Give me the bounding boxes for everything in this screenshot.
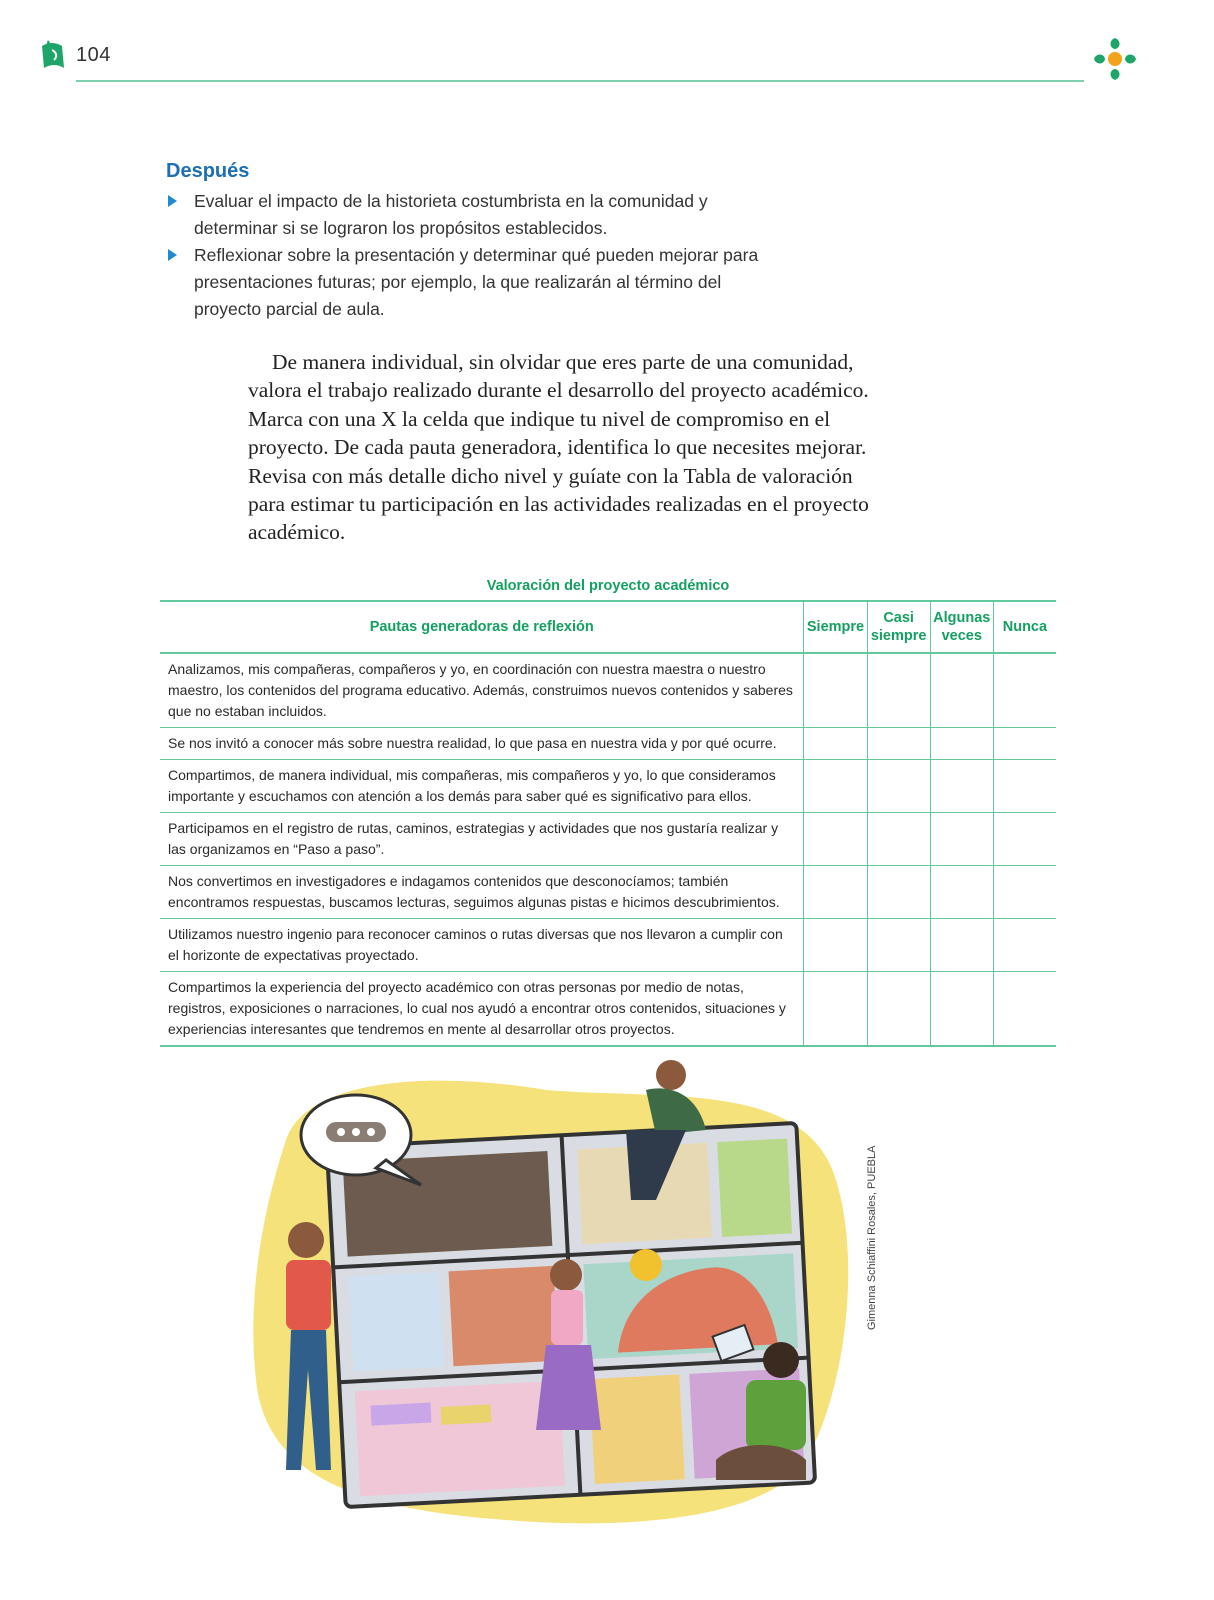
siempre-cell[interactable] [804,972,867,1047]
casi-siempre-cell[interactable] [867,919,930,972]
siempre-cell[interactable] [804,653,867,728]
nunca-cell[interactable] [993,919,1056,972]
algunas-veces-cell[interactable] [930,972,993,1047]
casi-siempre-cell[interactable] [867,972,930,1047]
nunca-cell[interactable] [993,760,1056,813]
pauta-cell: Analizamos, mis compañeras, compañeros y yo, en coordinación con nuestra maestra o nuestro maestro, los contenidos del programa educativo. Además, construimos nuevos contenidos y saberes que no estaban incluidos. [160,653,804,728]
bullet-text: Evaluar el impacto de la historieta costumbrista en la comunidad y determinar si se lograron los propósitos establecidos. [194,191,708,238]
table-row [160,728,1056,760]
triangle-bullet-icon [168,249,177,261]
casi-siempre-cell[interactable] [867,813,930,866]
algunas-veces-cell[interactable] [930,919,993,972]
page-number: 104 [76,44,111,66]
siempre-cell[interactable] [804,919,867,972]
casi-siempre-cell[interactable] [867,728,930,760]
pauta-cell: Participamos en el registro de rutas, caminos, estrategias y actividades que nos gustaría realizar y las organizamos en “Paso a paso”. [160,813,804,866]
nunca-cell[interactable] [993,813,1056,866]
nunca-cell[interactable] [993,728,1056,760]
bullet-list [166,188,766,323]
siempre-cell[interactable] [804,728,867,760]
nunca-cell[interactable] [993,972,1056,1047]
header-algunas-veces: Algunas veces [930,601,993,653]
book-logo-icon [38,40,68,74]
pauta-cell: Se nos invitó a conocer más sobre nuestra realidad, lo que pasa en nuestra vida y por qué ocurre. [160,728,804,760]
casi-siempre-cell[interactable] [867,653,930,728]
nunca-cell[interactable] [993,866,1056,919]
algunas-veces-cell[interactable] [930,813,993,866]
evaluation-table [160,600,1056,1047]
illustration-credit: Gimenna Schiaffini Rosales, PUEBLA [866,1145,878,1330]
pauta-cell: Compartimos la experiencia del proyecto académico con otras personas por medio de notas, registros, exposiciones o narraciones, lo cual nos ayudó a encontrar otros contenidos, situaciones y experiencias interesantes que tendremos en mente al desarrollar otros proyectos. [160,972,804,1047]
siempre-cell[interactable] [804,866,867,919]
students-bookshelf-illustration [246,1060,866,1530]
pauta-cell: Compartimos, de manera individual, mis compañeras, mis compañeros y yo, lo que consideramos importante y escuchamos con atención a los demás para saber qué es significativo para ellos. [160,760,804,813]
table-caption: Valoración del proyecto académico [486,578,730,594]
intro-paragraph [248,348,888,547]
casi-siempre-cell[interactable] [867,760,930,813]
table-row [160,760,1056,813]
algunas-veces-cell[interactable] [930,653,993,728]
table-row [160,813,1056,866]
pauta-cell: Utilizamos nuestro ingenio para reconocer caminos o rutas diversas que nos llevaron a cumplir con el horizonte de expectativas proyectado. [160,919,804,972]
section-title: Después [166,160,250,182]
triangle-bullet-icon [168,195,177,207]
flower-icon [1090,34,1140,84]
siempre-cell[interactable] [804,760,867,813]
casi-siempre-cell[interactable] [867,866,930,919]
list-item [166,188,766,242]
intro-text: De manera individual, sin olvidar que eres parte de una comunidad, valora el trabajo realizado durante el desarrollo del proyecto académico. Marca con una X la celda que indique tu nivel de compromiso en el proyecto. De cada pauta generadora, identifica lo que necesites mejorar. Revisa con más detalle dicho nivel y guíate con la Tabla de valoración para estimar tu participación en las actividades realizadas en el proyecto académico. [248,350,869,545]
table-row [160,972,1056,1047]
header-rule [76,80,1084,82]
table-row [160,866,1056,919]
bullet-text: Reflexionar sobre la presentación y determinar qué pueden mejorar para presentaciones futuras; por ejemplo, la que realizarán al término del proyecto parcial de aula. [194,245,759,319]
header-pautas: Pautas generadoras de reflexión [160,601,804,653]
siempre-cell[interactable] [804,813,867,866]
header-casi-siempre: Casi siempre [867,601,930,653]
algunas-veces-cell[interactable] [930,866,993,919]
algunas-veces-cell[interactable] [930,760,993,813]
table-header-row [160,601,1056,653]
algunas-veces-cell[interactable] [930,728,993,760]
list-item [166,242,766,323]
nunca-cell[interactable] [993,653,1056,728]
pauta-cell: Nos convertimos en investigadores e indagamos contenidos que desconocíamos; también encontramos respuestas, buscamos lecturas, seguimos algunas pistas e hicimos descubrimientos. [160,866,804,919]
header-siempre: Siempre [804,601,867,653]
header-nunca: Nunca [993,601,1056,653]
table-row [160,919,1056,972]
table-row [160,653,1056,728]
